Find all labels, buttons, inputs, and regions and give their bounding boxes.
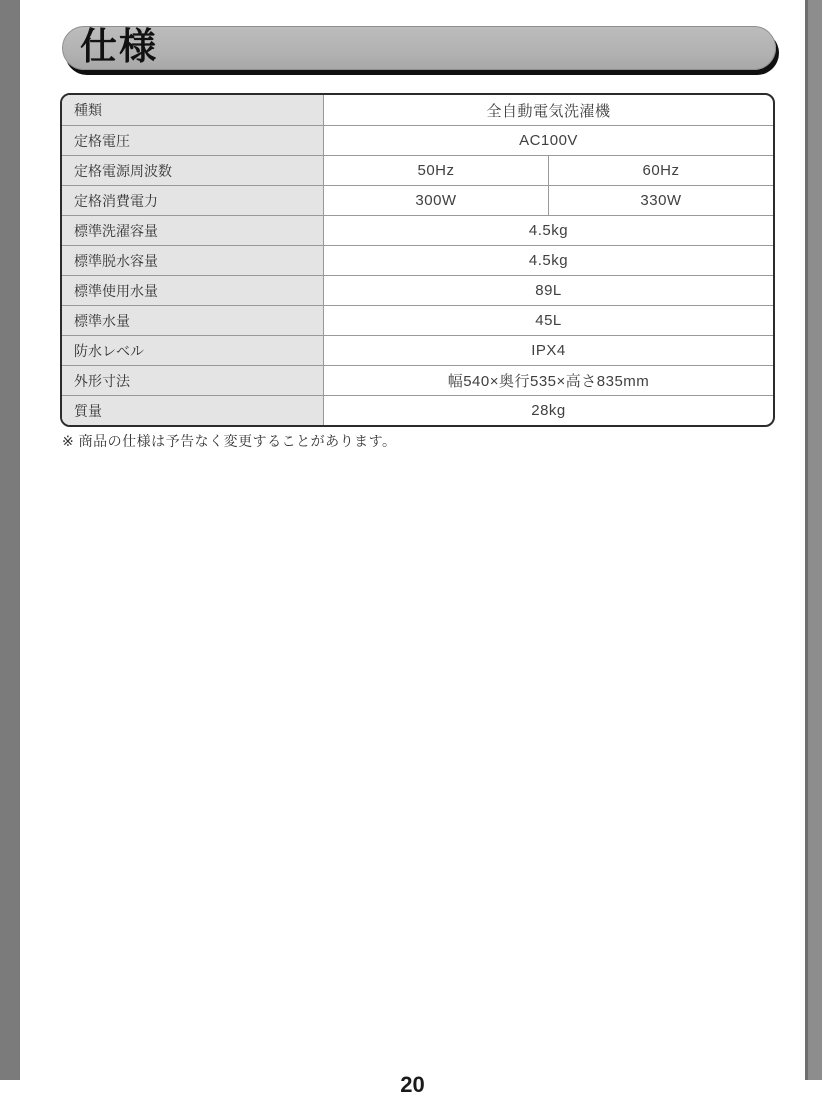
table-row xyxy=(62,95,773,125)
spec-label: 標準脱水容量 xyxy=(62,246,324,275)
spec-label: 標準使用水量 xyxy=(62,276,324,305)
spec-label: 外形寸法 xyxy=(62,366,324,395)
spec-value-50hz: 50Hz xyxy=(417,162,455,179)
spec-change-footnote: ※ 商品の仕様は予告なく変更することがあります。 xyxy=(62,433,397,449)
spec-value: 89L xyxy=(535,282,562,299)
section-header-banner xyxy=(62,26,776,70)
right-page-edge-strip xyxy=(805,0,822,1080)
spec-value: 幅540×奥行535×高さ835mm xyxy=(447,373,650,390)
spec-value: 4.5kg xyxy=(528,222,569,239)
left-binding-strip xyxy=(0,0,20,1080)
spec-value: 4.5kg xyxy=(528,252,569,269)
table-row xyxy=(62,245,773,275)
spec-label: 定格消費電力 xyxy=(62,186,324,215)
spec-label: 防水レベル xyxy=(62,336,324,365)
spec-label: 標準洗濯容量 xyxy=(62,216,324,245)
spec-label: 定格電圧 xyxy=(62,126,324,155)
table-row xyxy=(62,335,773,365)
spec-value-60hz: 60Hz xyxy=(548,156,773,185)
spec-value-50hz: 300W xyxy=(415,192,457,209)
spec-label: 質量 xyxy=(62,396,324,425)
table-row xyxy=(62,125,773,155)
page-title: 仕様 xyxy=(80,26,158,68)
specifications-table xyxy=(60,93,775,427)
spec-label: 標準水量 xyxy=(62,306,324,335)
table-row xyxy=(62,215,773,245)
spec-value: 28kg xyxy=(531,402,566,419)
table-row xyxy=(62,155,773,185)
table-row xyxy=(62,305,773,335)
spec-value: AC100V xyxy=(519,132,578,149)
spec-value-60hz: 330W xyxy=(548,186,773,215)
spec-value: 全自動電気洗濯機 xyxy=(486,102,611,120)
table-row xyxy=(62,395,773,425)
page-number: 20 xyxy=(400,1072,425,1097)
spec-value: IPX4 xyxy=(531,342,566,359)
table-row xyxy=(62,185,773,215)
table-row xyxy=(62,275,773,305)
spec-value: 45L xyxy=(535,312,562,329)
spec-label: 種類 xyxy=(62,95,324,125)
spec-label: 定格電源周波数 xyxy=(62,156,324,185)
table-row xyxy=(62,365,773,395)
